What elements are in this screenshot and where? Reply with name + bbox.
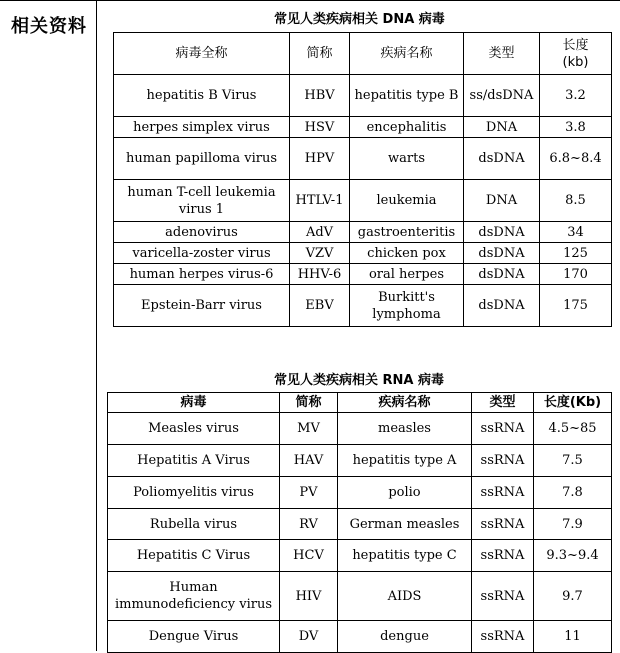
rna-table-cell: ssRNA [472, 509, 534, 540]
dna-table-row [114, 222, 612, 243]
dna-header-cell: 病毒全称 [114, 33, 290, 75]
dna-table-cell: Epstein-Barr virus [114, 285, 290, 327]
rna-table-row [108, 572, 612, 621]
dna-table-cell: oral herpes [350, 264, 464, 285]
dna-table-cell: chicken pox [350, 243, 464, 264]
rna-table-cell: RV [280, 509, 338, 540]
rna-table-cell: ssRNA [472, 445, 534, 477]
rna-table-cell: 11 [534, 621, 612, 653]
rna-table-cell: 4.5~85 [534, 413, 612, 445]
dna-header-cell: 类型 [464, 33, 540, 75]
dna-table-cell: 3.8 [540, 117, 612, 138]
dna-table-cell: HSV [290, 117, 350, 138]
dna-table-cell: human herpes virus-6 [114, 264, 290, 285]
dna-header-cell: 疾病名称 [350, 33, 464, 75]
dna-table-cell: ss/dsDNA [464, 75, 540, 117]
dna-table-title: 常见人类疾病相关 DNA 病毒 [274, 12, 445, 27]
dna-table-cell: varicella-zoster virus [114, 243, 290, 264]
side-label: 相关资料 [11, 16, 87, 37]
dna-table-cell: 125 [540, 243, 612, 264]
dna-table-cell: gastroenteritis [350, 222, 464, 243]
rna-header-cell: 简称 [280, 393, 338, 413]
rna-table-cell: 7.9 [534, 509, 612, 540]
rna-table-cell: HCV [280, 540, 338, 572]
dna-header-cell: 简称 [290, 33, 350, 75]
dna-table-cell: 3.2 [540, 75, 612, 117]
dna-header-row [114, 33, 612, 75]
dna-table-row [114, 75, 612, 117]
dna-table-row [114, 117, 612, 138]
rna-table-cell: PV [280, 477, 338, 509]
rna-table-cell: Human immunodeficiency virus [108, 572, 280, 621]
dna-table-row [114, 285, 612, 327]
rna-header-row [108, 393, 612, 413]
rna-table-cell: HIV [280, 572, 338, 621]
dna-table-cell: Burkitt's lymphoma [350, 285, 464, 327]
dna-table-cell: warts [350, 138, 464, 180]
dna-table-cell: leukemia [350, 180, 464, 222]
dna-table-cell: HTLV-1 [290, 180, 350, 222]
dna-table-cell: dsDNA [464, 243, 540, 264]
rna-table-cell: polio [338, 477, 472, 509]
dna-table-cell: herpes simplex virus [114, 117, 290, 138]
dna-table-cell: hepatitis B Virus [114, 75, 290, 117]
dna-table-cell: EBV [290, 285, 350, 327]
dna-table-cell: VZV [290, 243, 350, 264]
rna-table-cell: AIDS [338, 572, 472, 621]
rna-header-cell: 长度(Kb) [534, 393, 612, 413]
dna-table-cell: AdV [290, 222, 350, 243]
rna-table-cell: Dengue Virus [108, 621, 280, 653]
dna-table-cell: 6.8~8.4 [540, 138, 612, 180]
rna-table-row [108, 509, 612, 540]
rna-table-row [108, 621, 612, 653]
rna-table-cell: hepatitis type A [338, 445, 472, 477]
rna-virus-table [107, 392, 612, 653]
dna-table-cell: 175 [540, 285, 612, 327]
rna-table-cell: ssRNA [472, 477, 534, 509]
rna-table-row [108, 540, 612, 572]
dna-header-cell: 长度 (kb) [540, 33, 612, 75]
rna-table-cell: MV [280, 413, 338, 445]
dna-table-cell: adenovirus [114, 222, 290, 243]
dna-table-cell: hepatitis type B [350, 75, 464, 117]
rna-table-row [108, 445, 612, 477]
rna-table-cell: dengue [338, 621, 472, 653]
dna-table-cell: human papilloma virus [114, 138, 290, 180]
dna-table-cell: 170 [540, 264, 612, 285]
rna-table-cell: 9.7 [534, 572, 612, 621]
rna-header-cell: 病毒 [108, 393, 280, 413]
rna-table-cell: Rubella virus [108, 509, 280, 540]
dna-table-cell: dsDNA [464, 222, 540, 243]
rna-table-cell: Hepatitis A Virus [108, 445, 280, 477]
dna-table-row [114, 138, 612, 180]
dna-table-cell: dsDNA [464, 285, 540, 327]
rna-table-cell: ssRNA [472, 413, 534, 445]
dna-table-cell: 34 [540, 222, 612, 243]
dna-table-row [114, 180, 612, 222]
rna-table-cell: DV [280, 621, 338, 653]
dna-table-cell: dsDNA [464, 138, 540, 180]
rna-table-cell: measles [338, 413, 472, 445]
rna-table-cell: 7.5 [534, 445, 612, 477]
rna-table-cell: 9.3~9.4 [534, 540, 612, 572]
rna-table-cell: German measles [338, 509, 472, 540]
frame-column-divider [96, 0, 97, 651]
rna-header-cell: 类型 [472, 393, 534, 413]
dna-table-row [114, 264, 612, 285]
dna-table-cell: dsDNA [464, 264, 540, 285]
rna-table-cell: ssRNA [472, 621, 534, 653]
rna-header-cell: 疾病名称 [338, 393, 472, 413]
dna-table-cell: DNA [464, 180, 540, 222]
rna-table-cell: ssRNA [472, 572, 534, 621]
dna-table-cell: 8.5 [540, 180, 612, 222]
rna-table-cell: HAV [280, 445, 338, 477]
dna-table-cell: HBV [290, 75, 350, 117]
rna-table-cell: ssRNA [472, 540, 534, 572]
rna-table-cell: Poliomyelitis virus [108, 477, 280, 509]
dna-table-cell: human T-cell leukemia virus 1 [114, 180, 290, 222]
rna-table-cell: 7.8 [534, 477, 612, 509]
rna-table-cell: hepatitis type C [338, 540, 472, 572]
dna-table-cell: HHV-6 [290, 264, 350, 285]
rna-table-cell: Measles virus [108, 413, 280, 445]
dna-table-cell: DNA [464, 117, 540, 138]
dna-table-cell: encephalitis [350, 117, 464, 138]
dna-virus-table [113, 32, 612, 327]
rna-table-cell: Hepatitis C Virus [108, 540, 280, 572]
dna-table-row [114, 243, 612, 264]
rna-table-row [108, 477, 612, 509]
dna-table-cell: HPV [290, 138, 350, 180]
rna-table-title: 常见人类疾病相关 RNA 病毒 [274, 373, 445, 388]
frame-top-border [0, 0, 620, 1]
rna-table-row [108, 413, 612, 445]
